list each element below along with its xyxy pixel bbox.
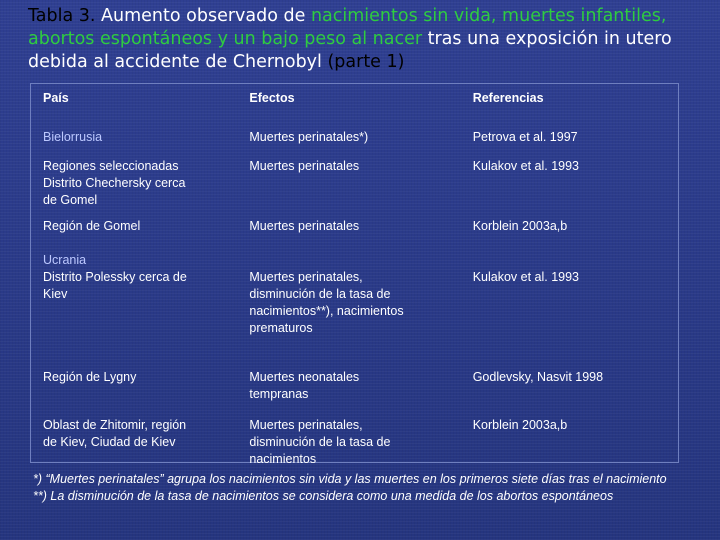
header-references: Referencias xyxy=(472,91,544,105)
cell-effects: Muertes perinatales, disminución de la tasa de nacimientos xyxy=(249,418,391,466)
header-effects: Efectos xyxy=(249,91,295,105)
cell-country: Región de Gomel xyxy=(43,219,141,233)
data-table xyxy=(30,83,679,466)
cell-country: Oblast de Zhitomir, región de Kiev, Ciudad de Kiev xyxy=(43,418,187,449)
cell-country: Bielorrusia xyxy=(43,130,103,144)
table-row xyxy=(31,252,678,363)
cell-country: Regiones seleccionadas Distrito Chechersky cerca de Gomel xyxy=(43,159,186,207)
table-header-row xyxy=(31,84,678,121)
table-label: Tabla 3. xyxy=(28,6,96,26)
cell-country: Ucrania Distrito Polessky cerca de Kiev xyxy=(43,253,187,301)
title-text-1: Aumento observado de xyxy=(95,6,311,26)
slide-title xyxy=(28,5,708,74)
cell-effects: Muertes perinatales xyxy=(249,159,360,173)
cell-effects: Muertes neonatales tempranas xyxy=(249,370,360,401)
cell-reference: Kulakov et al. 1993 xyxy=(472,270,580,284)
cell-reference: Godlevsky, Nasvit 1998 xyxy=(472,370,604,384)
cell-country: Región de Lygny xyxy=(43,370,137,384)
footnote-birth-rate: **) La disminución de la tasa de nacimientos se considera como una medida de los abortos espontáneos xyxy=(33,489,614,503)
title-text-2: tras una exposición in utero debida al accidente de Chernobyl xyxy=(28,29,672,72)
table-row xyxy=(31,363,678,417)
table-row xyxy=(31,121,678,158)
cell-effects: Muertes perinatales, disminución de la tasa de nacimientos**), nacimientos prematuros xyxy=(249,270,404,335)
table-row xyxy=(31,417,678,471)
table-row xyxy=(31,218,678,252)
header-country: País xyxy=(43,91,69,105)
cell-effects: Muertes perinatales xyxy=(249,219,360,233)
cell-effects: Muertes perinatales*) xyxy=(249,130,369,144)
title-highlight: nacimientos sin vida, muertes infantiles, abortos espontáneos y un bajo peso al nacer xyxy=(28,6,667,49)
footnotes xyxy=(33,471,693,505)
table-row xyxy=(31,158,678,218)
footnote-perinatal: *) “Muertes perinatales” agrupa los nacimientos sin vida y las muertes en los primeros siete días tras el nacimiento xyxy=(33,472,667,486)
cell-reference: Korblein 2003a,b xyxy=(472,418,568,432)
title-part: (parte 1) xyxy=(327,52,405,72)
cell-reference: Korblein 2003a,b xyxy=(472,219,568,233)
cell-reference: Petrova et al. 1997 xyxy=(472,130,578,144)
cell-reference: Kulakov et al. 1993 xyxy=(472,159,580,173)
